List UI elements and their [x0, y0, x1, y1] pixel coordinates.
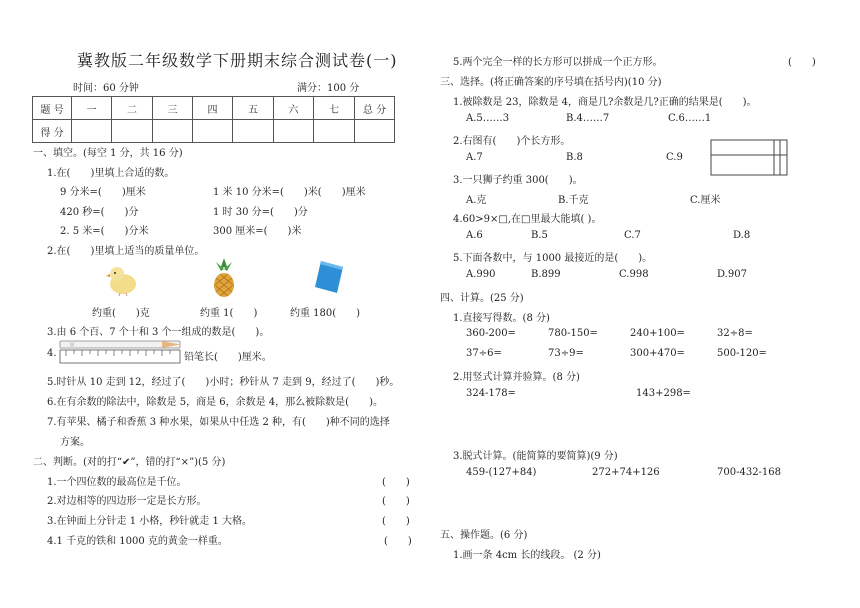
stepwise-calc-item: 272+74+126 — [592, 467, 660, 478]
fill-q1-item: 9 分米=( )厘米 — [60, 187, 146, 198]
book-image — [313, 259, 345, 295]
fill-q6: 6.在有余数的除法中，除数是 5，商是 6，余数是 4，那么被除数是( )。 — [47, 397, 383, 408]
score-cell: 四 — [193, 97, 233, 120]
score-table-header-row — [33, 97, 395, 120]
choice-option: A.克 — [466, 195, 487, 206]
score-table-score-row — [33, 120, 395, 143]
section-1-title: 一、填空。(每空 1 分，共 16 分) — [33, 148, 183, 159]
section-5-title: 五、操作题。(6 分) — [440, 530, 528, 541]
score-input-cell[interactable] — [355, 120, 395, 143]
fill-q7: 7.有苹果、橘子和香蕉 3 种水果，如果从中任选 2 种，有( )种不同的选择 — [47, 417, 390, 428]
ruler-pencil-image — [58, 339, 182, 365]
judge-item: 4.1 千克的铁和 1000 克的黄金一样重。 — [47, 536, 228, 547]
calc-item: 780-150= — [548, 328, 598, 339]
vertical-calc-item: 143+298= — [636, 388, 691, 399]
judge-item: 3.在钟面上分针走 1 小格，秒针就走 1 大格。 — [47, 516, 252, 527]
judge-item: 1.一个四位数的最高位是千位。 — [47, 477, 187, 488]
choice-option: C.9 — [666, 152, 683, 163]
calc-q2: 2.用竖式计算并验算。(8 分) — [453, 372, 580, 383]
score-input-cell[interactable] — [112, 120, 153, 143]
rectangles-figure — [710, 139, 790, 177]
choice-option: A.7 — [466, 152, 483, 163]
calc-q1: 1.直接写得数。(8 分) — [453, 313, 550, 324]
choice-option: B.5 — [531, 230, 548, 241]
calc-q3: 3.脱式计算。(能简算的要简算)(9 分) — [453, 451, 618, 462]
score-cell: 一 — [72, 97, 112, 120]
fill-q1-item: 420 秒=( )分 — [60, 207, 139, 218]
choice-option: B.4……7 — [566, 113, 610, 124]
calc-item: 73÷9= — [548, 348, 584, 359]
judge-item-5: 5.两个完全一样的长方形可以拼成一个正方形。 — [453, 57, 663, 68]
score-input-cell[interactable] — [314, 120, 355, 143]
choice-option: D.907 — [717, 269, 747, 280]
judge-answer[interactable]: ( ) — [382, 496, 410, 507]
fill-q4-prefix: 4. — [47, 348, 57, 359]
choice-option: C.厘米 — [690, 195, 721, 206]
calc-item: 300+470= — [630, 348, 685, 359]
calc-item: 32÷8= — [717, 328, 753, 339]
choice-option: B.899 — [531, 269, 561, 280]
score-cell: 题 号 — [33, 97, 72, 120]
score-cell: 总 分 — [355, 97, 395, 120]
vertical-calc-item: 324-178= — [466, 388, 516, 399]
fill-q5: 5.时针从 10 走到 12，经过了( )小时；秒针从 7 走到 9，经过了( )秒。 — [47, 377, 400, 388]
fill-q4-text: 铅笔长( )厘米。 — [184, 352, 272, 363]
book-weight: 约重 180( ) — [290, 308, 361, 319]
section-3-title: 三、选择。(将正确答案的序号填在括号内)(10 分) — [440, 77, 662, 88]
judge-answer[interactable]: ( ) — [382, 516, 410, 527]
score-input-cell[interactable] — [233, 120, 274, 143]
choice-option: B.千克 — [558, 195, 589, 206]
stepwise-calc-item: 459-(127+84) — [466, 467, 537, 478]
pineapple-image — [210, 258, 238, 298]
judge-answer[interactable]: ( ) — [384, 536, 412, 547]
score-cell: 二 — [112, 97, 153, 120]
choice-option: C.6……1 — [668, 113, 712, 124]
stepwise-calc-item: 700-432-168 — [717, 467, 782, 478]
choice-q3: 3.一只狮子约重 300( )。 — [453, 175, 583, 186]
fill-q1-item: 1 时 30 分=( )分 — [213, 207, 308, 218]
score-input-cell[interactable] — [193, 120, 233, 143]
fill-q1-item: 2. 5 米=( )分米 — [60, 226, 149, 237]
page-title: 冀教版二年级数学下册期末综合测试卷(一) — [77, 51, 398, 70]
exam-time: 时间：60 分钟 — [73, 83, 139, 94]
choice-option: D.8 — [733, 230, 751, 241]
operation-q1: 1.画一条 4cm 长的线段。 (2 分) — [453, 550, 601, 561]
score-input-cell[interactable] — [153, 120, 193, 143]
score-cell: 五 — [233, 97, 274, 120]
chick-image — [106, 264, 140, 296]
pineapple-weight: 约重 1( ) — [200, 308, 258, 319]
choice-option: A.5……3 — [466, 113, 510, 124]
choice-option: B.8 — [566, 152, 583, 163]
choice-option: A.6 — [466, 230, 483, 241]
fill-q7-cont: 方案。 — [60, 437, 90, 448]
choice-q1: 1.被除数是 23，除数是 4，商是几?余数是几?正确的结果是( )。 — [453, 97, 757, 108]
score-cell: 七 — [314, 97, 355, 120]
choice-option: A.990 — [466, 269, 496, 280]
choice-option: C.998 — [619, 269, 649, 280]
choice-q4: 4.60>9×□,在□里最大能填( )。 — [453, 214, 602, 225]
calc-item: 37÷6= — [466, 348, 502, 359]
score-input-cell[interactable] — [274, 120, 314, 143]
fill-q1-item: 1 米 10 分米=( )米( )厘米 — [213, 187, 366, 198]
choice-q5: 5.下面各数中，与 1000 最接近的是( )。 — [453, 253, 653, 264]
score-table — [32, 96, 395, 143]
full-score: 满分：100 分 — [297, 83, 360, 94]
calc-item: 500-120= — [717, 348, 767, 359]
judge-item: 2.对边相等的四边形一定是长方形。 — [47, 496, 207, 507]
choice-q2: 2.右图有( )个长方形。 — [453, 136, 571, 147]
section-2-title: 二、判断。(对的打“✔”，错的打“×”)(5 分) — [33, 457, 226, 468]
fill-q3: 3.由 6 个百、7 个十和 3 个一组成的数是( )。 — [47, 327, 270, 338]
score-cell: 六 — [274, 97, 314, 120]
judge-answer[interactable]: ( ) — [382, 477, 410, 488]
score-input-cell[interactable] — [72, 120, 112, 143]
judge-answer[interactable]: ( ) — [788, 57, 816, 68]
score-cell: 得 分 — [33, 120, 72, 143]
fill-q2: 2.在( )里填上适当的质量单位。 — [47, 246, 205, 257]
chick-weight: 约重( )克 — [92, 308, 150, 319]
section-4-title: 四、计算。(25 分) — [440, 293, 524, 304]
fill-q1-item: 300 厘米=( )米 — [213, 226, 302, 237]
fill-q1: 1.在( )里填上合适的数。 — [47, 168, 175, 179]
score-cell: 三 — [153, 97, 193, 120]
choice-option: C.7 — [624, 230, 641, 241]
calc-item: 360-200= — [466, 328, 516, 339]
calc-item: 240+100= — [630, 328, 685, 339]
